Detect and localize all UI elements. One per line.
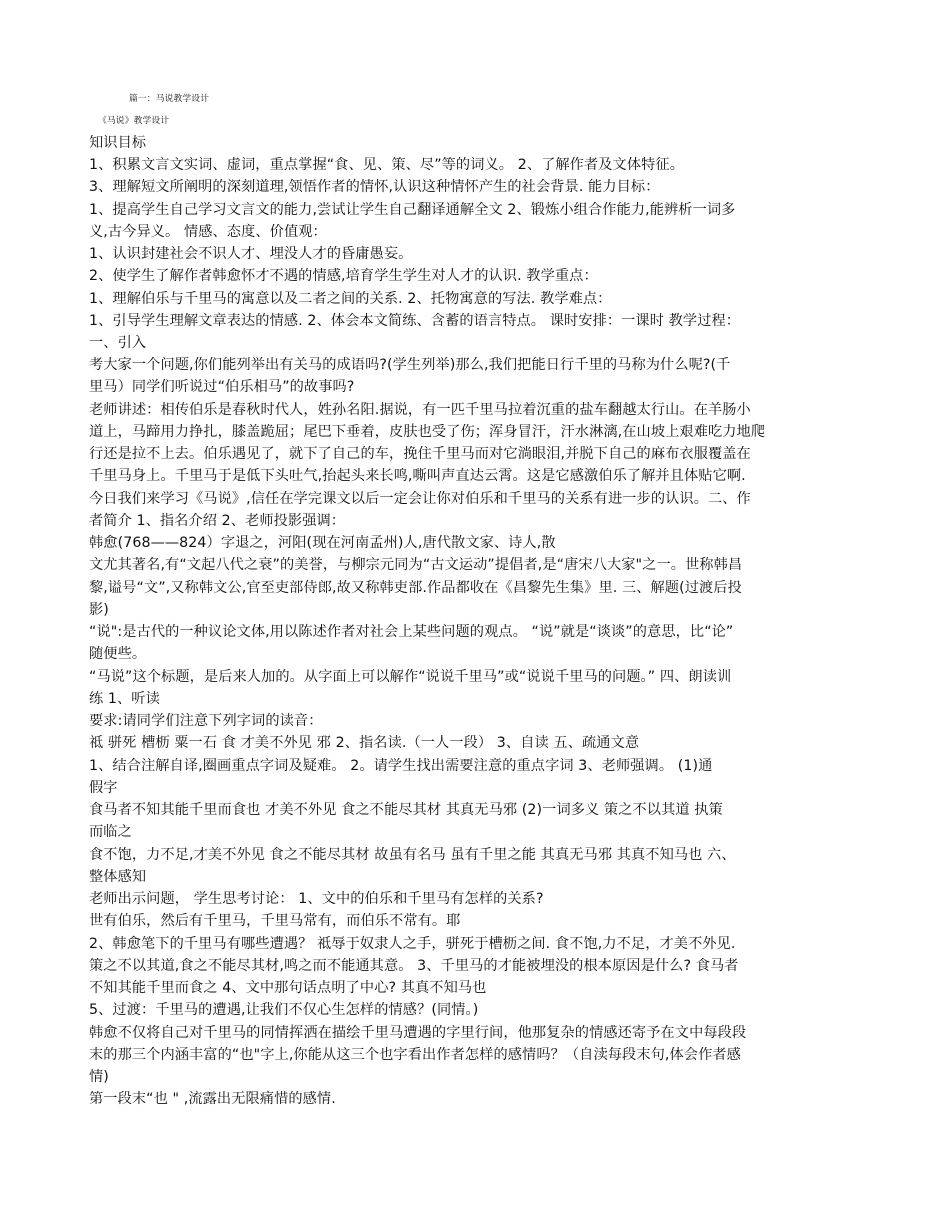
doc-line: 3、理解短文所阐明的深刻道理,领悟作者的情怀,认识这种情怀产生的社会背景. 能力目标： (89, 179, 660, 195)
doc-line: 世有伯乐，然后有千里马，千里马常有，而伯乐不常有。耶 (89, 913, 461, 929)
doc-title: 篇一：马说教学设计 (129, 94, 210, 104)
doc-line: 韩愈不仅将自己对千里马的同情挥洒在描绘千里马遭遇的字里行间，他那复杂的情感还寄予在文中每段段 (89, 1025, 747, 1041)
doc-line: 道上，马蹄用力挣扎，膝盖跪屈；尾巴下垂着，皮肤也受了伤；浑身冒汗，汗水淋漓,在山坡上艰难吃力地爬 (89, 424, 766, 440)
doc-line: 1、引导学生理解文章表达的情感. 2、体会本文简练、含蓄的语言特点。 课时安排：一课时 教学过程： (89, 313, 741, 329)
doc-line: 1、理解伯乐与千里马的寓意以及二者之间的关系. 2、托物寓意的写法. 教学难点： (89, 291, 612, 307)
section-heading: 一、引入 (89, 335, 147, 351)
doc-line: 祗 骈死 槽枥 粟一石 食 才美不外见 邪 2、指名读.（一人一段） 3、自读 五、疏通文意 (89, 735, 640, 751)
doc-line: 义,古今异义。 情感、态度、价值观： (89, 224, 327, 240)
doc-line: 今日我们来学习《马说》,信任在学完课文以后一定会让你对伯乐和千里马的关系有进一步的认识。二、作 (89, 491, 751, 507)
doc-line: 练 1、听读 (89, 691, 160, 707)
doc-line: 2、韩愈笔下的千里马有哪些遭遇？ 祗辱于奴隶人之手，骈死于槽枥之间. 食不饱,力不足，才美不外见. (89, 936, 736, 952)
doc-line: 影) (89, 602, 109, 618)
doc-line: 文尤其著名,有“文起八代之衰”的美誉，与柳宗元同为“古文运动”提倡者,是“唐宋八大家"之一。世称韩昌 (89, 557, 743, 573)
doc-line: 行还是拉不上去。伯乐遇见了，就下了自己的车，挽住千里马而对它淌眼泪,并脱下自己的麻布衣服覆盖在 (89, 446, 751, 462)
doc-line: 1、积累文言文实词、虚词，重点掌握“食、见、策、尽”等的词义。 2、了解作者及文体特征。 (89, 157, 684, 173)
doc-line: 而临之 (89, 824, 132, 840)
doc-line: 老师讲述：相传伯乐是春秋时代人，姓孙名阳.据说，有一匹千里马拉着沉重的盐车翻越太行山。在羊肠小 (89, 402, 751, 418)
doc-line: 策之不以其道,食之不能尽其材,鸣之而不能通其意。 3、千里马的才能被埋没的根本原因是什么? 食马者 (89, 958, 739, 974)
doc-line: 千里马身上。千里马于是低下头吐气,抬起头来长鸣,嘶叫声直达云霄。这是它感激伯乐了解并且体贴它啊. (89, 468, 746, 484)
doc-line: 老师出示问题， 学生思考讨论： 1、文中的伯乐和千里马有怎样的关系? (89, 891, 544, 907)
doc-line: 假字 (89, 780, 118, 796)
doc-line: 整体感知 (89, 869, 147, 885)
doc-line: 末的那三个内涵丰富的“也"字上,你能从这三个也字看出作者怎样的感情吗？（自渎每段末句,体会作者感 (89, 1047, 741, 1063)
doc-line: 食不饱，力不足,才美不外见 食之不能尽其材 故虽有名马 虽有千里之能 其真无马邪 其真不知马也 六、 (89, 847, 736, 863)
doc-line: 情) (89, 1069, 109, 1085)
doc-line: 者简介 1、指名介绍 2、老师投影强调： (89, 513, 346, 529)
doc-line: 知识目标 (89, 135, 147, 151)
doc-line: “说":是古代的一种议论文体,用以陈述作者对社会上某些问题的观点。 “说”就是“谈谈”的意思，比“论” (89, 624, 734, 640)
doc-line: 1、结合注解自译,圈画重点字词及疑难。 2。请学生找出需要注意的重点字词 3、老师强调。 (1)通 (89, 758, 713, 774)
doc-line: 随便些。 (89, 646, 147, 662)
doc-subtitle: 《马说》教学设计 (98, 116, 170, 126)
doc-line: 5、过渡：千里马的遭遇,让我们不仅心生怎样的情感？(同情。) (89, 1002, 479, 1018)
doc-line: 2、使学生了解作者韩愈怀才不遇的情感,培育学生学生对人才的认识. 教学重点： (89, 268, 598, 284)
doc-line: 1、提高学生自己学习文言文的能力,尝试让学生自己翻译通解全文 2、锻炼小组合作能力,能辨析一词多 (89, 202, 736, 218)
doc-line: 要求:请同学们注意下列字词的读音： (89, 713, 323, 729)
doc-line: 不知其能千里而食之 4、文中那句话点明了中心? 其真不知马也 (89, 980, 487, 996)
doc-line: 里马）同学们听说过“伯乐相马”的故事吗? (89, 379, 355, 395)
doc-line: 考大家一个问题,你们能列举出有关马的成语吗?(学生列举)那么,我们把能日行千里的马称为什么呢?(千 (89, 357, 731, 373)
doc-line: 黎,谥号“文”,又称韩文公,官至吏部侍郎,故又称韩吏部.作品都收在《昌黎先生集》里. 三、解题(过渡后投 (89, 580, 742, 596)
doc-line: 1、认识封建社会不识人才、埋没人才的昏庸愚妄。 (89, 246, 413, 262)
doc-line: 食马者不知其能千里而食也 才美不外见 食之不能尽其材 其真无马邪 (2)一词多义 策之不以其道 执策 (89, 802, 723, 818)
doc-line: 第一段末“也 " ,流露出无限痛惜的感情. (89, 1091, 336, 1107)
doc-line: “马说”这个标题，是后来人加的。从字面上可以解作“说说千里马”或“说说千里马的问题。” 四、朗读训 (89, 669, 732, 685)
doc-line: 韩愈(768——824）字退之，河阳(现在河南孟州)人,唐代散文家、诗人,散 (89, 535, 556, 551)
